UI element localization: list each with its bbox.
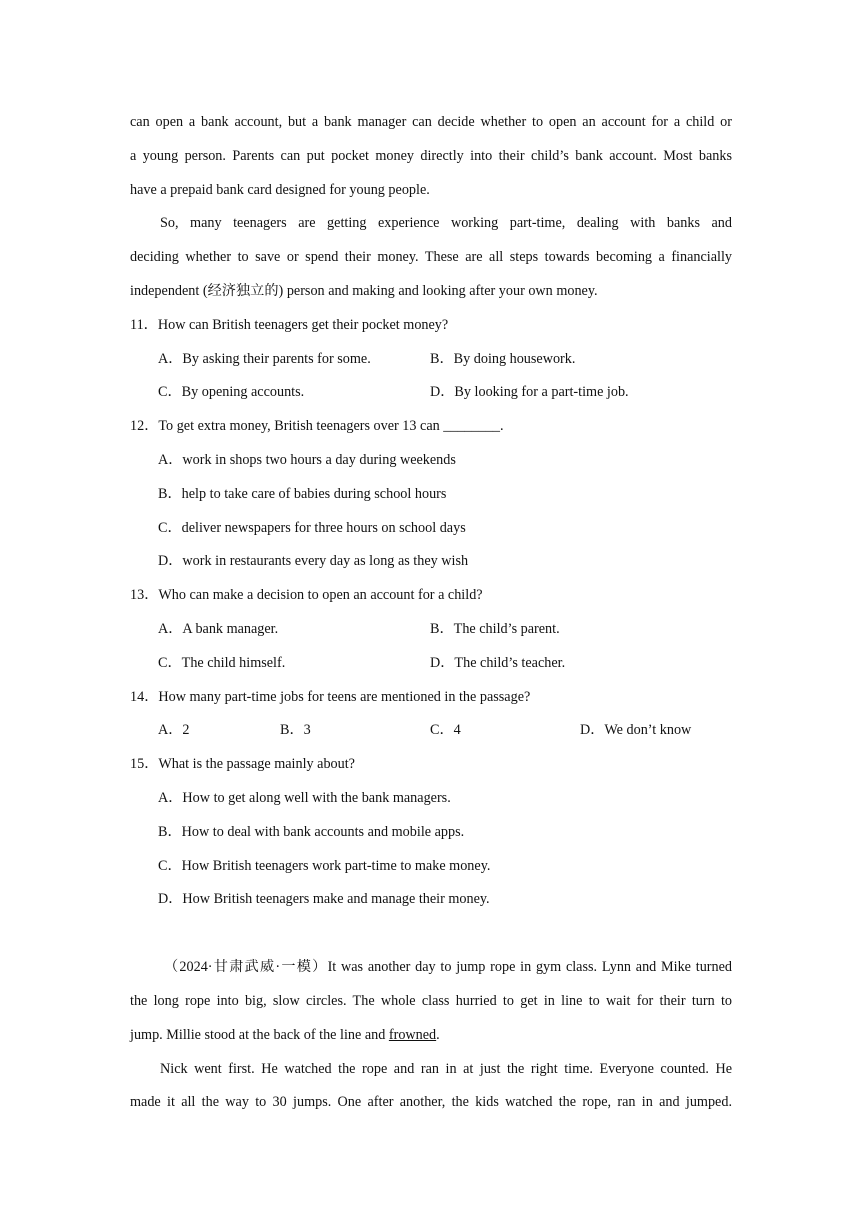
option-b: B．The child’s parent. xyxy=(430,620,560,637)
passage-line: have a prepaid bank card designed for young people. xyxy=(130,181,430,198)
question-15-option-row xyxy=(130,818,732,852)
passage-line: So, many teenagers are getting experience working part-time, dealing with banks and xyxy=(160,215,732,232)
question-14-stem: 14．How many part-time jobs for teens are mentioned in the passage? xyxy=(130,688,531,705)
passage2-line: made it all the way to 30 jumps. One after another, the kids watched the rope, ran in and jumped. xyxy=(130,1094,732,1111)
option-d: D．The child’s teacher. xyxy=(430,654,566,671)
question-11-options-row xyxy=(130,378,732,412)
question-12-option-row xyxy=(130,514,732,548)
underlined-word: frowned xyxy=(388,1026,437,1043)
question-15-option-row xyxy=(130,784,732,818)
passage2-line: the long rope into big, slow circles. The whole class hurried to get in line to wait for their turn to xyxy=(130,992,732,1009)
option-b: B．By doing housework. xyxy=(430,350,576,367)
option-d: D．How British teenagers make and manage their money. xyxy=(158,891,490,908)
option-a: A．2 xyxy=(158,722,190,739)
passage2-line: Nick went first. He watched the rope and ran in at just the right time. Everyone counted. He xyxy=(160,1060,732,1077)
option-a: A．By asking their parents for some. xyxy=(158,350,371,367)
question-13-options-row xyxy=(130,615,732,649)
option-c: C．4 xyxy=(430,722,461,739)
question-13-stem: 13．Who can make a decision to open an account for a child? xyxy=(130,587,483,604)
question-13-options-row xyxy=(130,649,732,683)
question-11-stem: 11．How can British teenagers get their pocket money? xyxy=(130,316,449,333)
option-c: C．How British teenagers work part-time to make money. xyxy=(158,857,491,874)
section-gap xyxy=(130,919,732,953)
option-b: B．help to take care of babies during school hours xyxy=(158,485,447,502)
option-d: D．By looking for a part-time job. xyxy=(430,384,629,401)
option-c: C．The child himself. xyxy=(158,654,286,671)
option-a: A．work in shops two hours a day during weekends xyxy=(158,451,456,468)
option-b: B．How to deal with bank accounts and mobile apps. xyxy=(158,823,465,840)
question-15-option-row xyxy=(130,885,732,919)
option-c: C．deliver newspapers for three hours on school days xyxy=(158,519,466,536)
question-15-stem: 15．What is the passage mainly about? xyxy=(130,756,355,773)
question-12-option-row xyxy=(130,547,732,581)
passage-line: can open a bank account, but a bank manager can decide whether to open an account for a child or xyxy=(130,114,732,130)
option-d: D．work in restaurants every day as long as they wish xyxy=(158,553,469,570)
question-11-options-row xyxy=(130,345,732,379)
passage-line: independent (经济独立的) person and making and looking after your own money. xyxy=(130,282,598,299)
question-14-options-row xyxy=(130,716,732,750)
passage2-line xyxy=(130,1021,732,1055)
question-12-option-row xyxy=(130,480,732,514)
passage2-text: . xyxy=(436,1026,440,1043)
option-a: A．A bank manager. xyxy=(158,620,279,637)
passage2-line: （2024·甘肃武威·一模）It was another day to jump rope in gym class. Lynn and Mike turned xyxy=(164,959,732,976)
document-page xyxy=(130,108,732,1122)
option-c: C．By opening accounts. xyxy=(158,384,305,401)
option-d: D．We don’t know xyxy=(580,722,692,739)
passage-line: a young person. Parents can put pocket money directly into their child’s bank account. Most banks xyxy=(130,147,732,164)
question-12-option-row xyxy=(130,446,732,480)
passage2-text: jump. Millie stood at the back of the line and xyxy=(130,1026,389,1043)
question-12-stem: 12．To get extra money, British teenagers over 13 can ________. xyxy=(130,418,504,435)
option-b: B．3 xyxy=(280,722,311,739)
question-15-option-row xyxy=(130,852,732,886)
option-a: A．How to get along well with the bank managers. xyxy=(158,789,451,806)
passage-line: deciding whether to save or spend their money. These are all steps towards becoming a financially xyxy=(130,249,732,266)
